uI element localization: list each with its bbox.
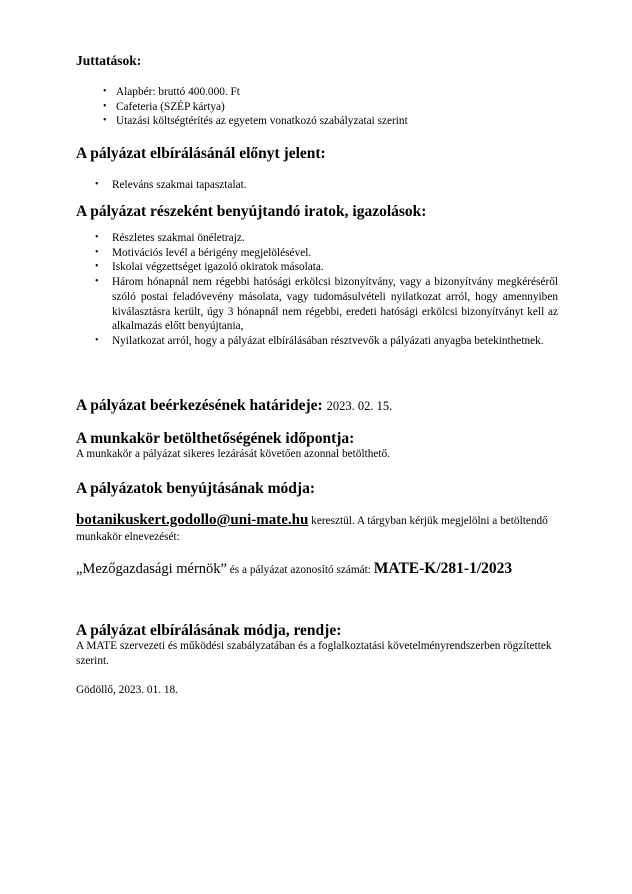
bullet-icon: •	[95, 232, 99, 243]
evaluation-heading: A pályázat elbírálásának módja, rendje:	[76, 622, 342, 639]
list-item: • Három hónapnál nem régebbi hatósági erkölcsi bizonyítvány, vagy a bizonyítvány megkéréséről szóló postai feladóvevény másolata, vagy tudomásulvételi nyilatkozat arról, hogy amennyiben kiválasztásra került, úgy 3 hónapnál nem régebbi, eredeti hatósági erkölcsi bizonyítványt kell az alkalmazás előtt benyújtania,	[95, 276, 558, 333]
bullet-icon: •	[103, 115, 107, 127]
start-date-text: A munkakör a pályázat sikeres lezárását követően azonnal betölthető.	[76, 448, 390, 460]
deadline-value: 2023. 02. 15.	[326, 399, 393, 413]
list-item: • Nyilatkozat arról, hogy a pályázat elbírálásában résztvevők a pályázati anyagba betekinthetnek.	[95, 334, 544, 347]
email-link[interactable]: botanikuskert.godollo@uni-mate.hu	[76, 512, 309, 528]
benefits-list	[103, 85, 566, 129]
evaluation-text: A MATE szervezeti és működési szabályzatában és a foglalkoztatási követelményrendszerben rögzítettek szerint.	[76, 640, 552, 667]
bullet-icon: •	[95, 261, 99, 273]
documents-list	[95, 231, 558, 349]
position-id-text: és a pályázat azonosító számát:	[226, 564, 374, 576]
bullet-icon: •	[95, 334, 99, 346]
documents-heading: A pályázat részeként benyújtandó iratok, igazolások:	[76, 203, 427, 220]
submission-text: keresztül. A tárgyban kérjük megjelölni a betöltendő munkakör elnevezését:	[76, 515, 548, 543]
deadline-label: A pályázat beérkezésének határideje:	[76, 397, 323, 414]
list-item: • Motivációs levél a bérigény megjelölésével.	[95, 246, 312, 259]
list-item: • Releváns szakmai tapasztalat.	[95, 179, 247, 191]
list-item: • Alapbér: bruttó 400.000. Ft	[103, 86, 240, 98]
submission-text-block	[76, 512, 556, 545]
bullet-icon: •	[95, 276, 99, 288]
advantage-heading: A pályázat elbírálásánál előnyt jelent:	[76, 145, 326, 162]
bullet-icon: •	[103, 100, 107, 112]
submission-heading: A pályázatok benyújtásának módja:	[76, 480, 315, 497]
advantage-list	[95, 178, 562, 193]
position-id-line	[76, 560, 512, 578]
position-title: „Mezőgazdasági mérnök”	[76, 561, 227, 577]
list-item: • Részletes szakmai önéletrajz.	[95, 232, 245, 244]
benefits-heading: Juttatások:	[76, 53, 142, 68]
bullet-icon: •	[95, 179, 99, 190]
list-item: • Iskolai végzettséget igazoló okiratok másolata.	[95, 261, 324, 274]
list-item: • Cafeteria (SZÉP kártya)	[103, 100, 225, 113]
bullet-icon: •	[103, 86, 107, 97]
start-date-heading: A munkakör betölthetőségének időpontja:	[76, 430, 355, 447]
bullet-icon: •	[95, 246, 99, 258]
position-id-value: MATE-K/281-1/2023	[373, 560, 513, 577]
place-date: Gödöllő, 2023. 01. 18.	[76, 684, 178, 696]
list-item: • Utazási költségtérítés az egyetem vonatkozó szabályzatai szerint	[103, 115, 408, 128]
deadline-line	[76, 397, 392, 415]
